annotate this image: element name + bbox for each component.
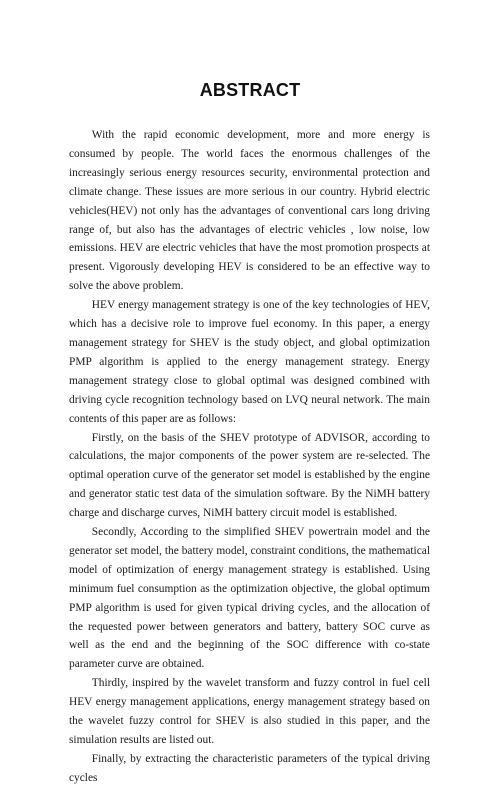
- abstract-title: ABSTRACT: [199, 80, 301, 100]
- paragraph-6: Finally, by extracting the characteristic parameters of the typical driving cycles: [69, 752, 430, 784]
- paragraph-1: With the rapid economic development, more and more energy is consumed by people. The world faces the enormous challenges of the increasingly serious energy resources security, environmental protection and climate change. These issues are more serious in our country. Hybrid electric vehicles(HEV) not only has the advantages of conventional cars long driving range of, but also has the advantages of electric vehicles , low noise, low emissions. HEV are electric vehicles that have the most promotion prospects at present. Vigorously developing HEV is considered to be an effective way to solve the above problem.: [69, 129, 430, 293]
- paragraph-4: Secondly, According to the simplified SHEV powertrain model and the generator set model, the battery model, constraint conditions, the mathematical model of optimization of energy management strategy is established. Using minimum fuel consumption as the optimization objective, the global optimum PMP algorithm is used for given typical driving cycles, and the allocation of the requested power between generators and battery, battery SOC curve as well as the end and the beginning of the SOC difference with co-state parameter curve are obtained.: [69, 526, 430, 671]
- abstract-body: [69, 126, 430, 788]
- paragraph-2: HEV energy management strategy is one of the key technologies of HEV, which has a decisive role to improve fuel economy. In this paper, a energy management strategy for SHEV is the study object, and global optimization PMP algorithm is applied to the energy management strategy. Energy management strategy close to global optimal was designed combined with driving cycle recognition technology based on LVQ neural network. The main contents of this paper are as follows:: [69, 299, 430, 425]
- paragraph-5: Thirdly, inspired by the wavelet transform and fuzzy control in fuel cell HEV energy management applications, energy management strategy based on the wavelet fuzzy control for SHEV is also studied in this paper, and the simulation results are listed out.: [69, 677, 430, 746]
- paragraph-3: Firstly, on the basis of the SHEV prototype of ADVISOR, according to calculations, the major components of the power system are re-selected. The optimal operation curve of the generator set model is established by the engine and generator static test data of the simulation software. By the NiMH battery charge and discharge curves, NiMH battery circuit model is established.: [69, 431, 430, 520]
